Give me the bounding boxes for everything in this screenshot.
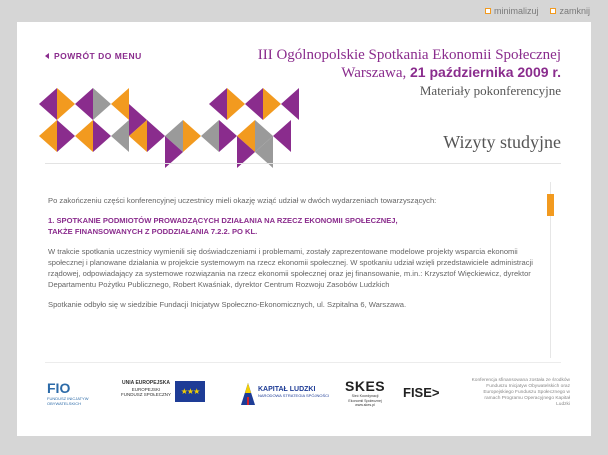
article-text (48, 195, 538, 319)
eu-text (121, 381, 171, 398)
event-description: W trakcie spotkania uczestnicy wymienili się doświadczeniami i problemami, zostały zaprezentowane modelowe projekty wsparcia ekonomii społecznej i planowane działania w projekcie systemowym na rzecz ekonomii społecznej. W spotkaniu udział wzięli przedstawiciele administracji rządowej, odpowiadający za systemowe rozwiązania na rzecz ekonomii społecznej oraz jej finansowanie, m.in.: Krzysztof Więckiewicz, dyrektor Departamentu Pożytku Publicznego, Robert Kwaśniak, dyrektor Centrum Rozwoju Zasobów Ludzkich (48, 247, 533, 289)
skes-wordmark: SKES (345, 378, 386, 394)
eu-line-2: EUROPEJSKI (131, 386, 161, 392)
footer-divider (45, 362, 561, 363)
kapital-ludzki-word: KAPITAŁ LUDZKI (258, 386, 316, 393)
close-link[interactable] (550, 6, 590, 16)
conference-subtitle: Materiały pokonferencyjne (419, 83, 561, 98)
back-to-menu-link[interactable] (45, 51, 142, 61)
eu-flag-icon (175, 381, 205, 402)
fio-subtitle-2: OBYWATELSKICH (47, 401, 82, 406)
eu-line-1: UNIA EUROPEJSKA (122, 380, 170, 386)
eu-stars: ★★★ (180, 387, 200, 396)
eu-line-3: FUNDUSZ SPOŁECZNY (121, 392, 172, 397)
kapital-ludzki-text (258, 386, 329, 398)
conference-date: 21 października 2009 r. (410, 64, 561, 80)
content-panel (17, 22, 591, 436)
event-heading-line1: 1. SPOTKANIE PODMIOTÓW PROWADZĄCYCH DZIAŁANIA NA RZECZ EKONOMII SPOŁECZNEJ, (48, 216, 398, 225)
window-controls (485, 6, 590, 16)
conference-place-date (258, 64, 561, 82)
eu-logo (121, 381, 205, 402)
conference-city: Warszawa, (341, 65, 411, 81)
triangles-decoration (39, 88, 299, 168)
sponsor-logos (45, 376, 570, 416)
skes-sub-3: www.skes.pl (355, 403, 375, 407)
funding-note: Konferencja sfinansowana została ze środków Funduszu Inicjatyw Obywatelskich oraz Europejskiego Funduszu Społecznego w ramach Programu Operacyjnego Kapitał Ludzki (471, 378, 570, 407)
skes-sub-2: Ekonomii Społecznej (348, 398, 382, 403)
kapital-ludzki-sub: NARODOWA STRATEGIA SPÓJNOŚCI (258, 393, 330, 398)
event-location: Spotkanie odbyło się w siedzibie Fundacji Inicjatyw Społeczno-Ekonomicznych, ul. Szpitalna 6, Warszawa. (48, 300, 407, 309)
page-title: Wizyty studyjne (443, 132, 561, 152)
close-label: zamknij (559, 6, 590, 16)
divider (45, 163, 561, 164)
intro-paragraph: Po zakończeniu części konferencyjnej uczestnicy mieli okazję wziąć udział w dwóch wydarzeniach towarzyszących: (48, 196, 437, 205)
kapital-ludzki-icon (241, 379, 255, 405)
skes-sub-1: Sieć Koordynacji (351, 394, 379, 398)
square-icon (550, 8, 556, 14)
square-icon (485, 8, 491, 14)
conference-title: III Ogólnopolskie Spotkania Ekonomii Społecznej (257, 47, 561, 63)
scrollbar[interactable] (547, 182, 554, 358)
back-label: POWRÓT DO MENU (54, 51, 142, 61)
scrollbar-thumb[interactable] (547, 194, 554, 216)
event-heading-line2: TAKŻE FINANSOWANYCH Z PODDZIAŁANIA 7.2.2. PO KL. (48, 227, 258, 236)
skes-logo (345, 378, 385, 408)
triangle-left-icon (45, 53, 49, 59)
fio-wordmark: FIO (47, 380, 71, 396)
minimize-link[interactable] (485, 6, 539, 16)
minimize-label: minimalizuj (493, 6, 539, 16)
kapital-ludzki-logo (241, 379, 329, 405)
conference-header (258, 47, 561, 99)
event-heading (48, 215, 538, 237)
fio-subtitle-1: FUNDUSZ INICJATYW (47, 396, 89, 401)
fise-logo: FISE> (403, 385, 440, 400)
fio-logo (47, 380, 88, 406)
